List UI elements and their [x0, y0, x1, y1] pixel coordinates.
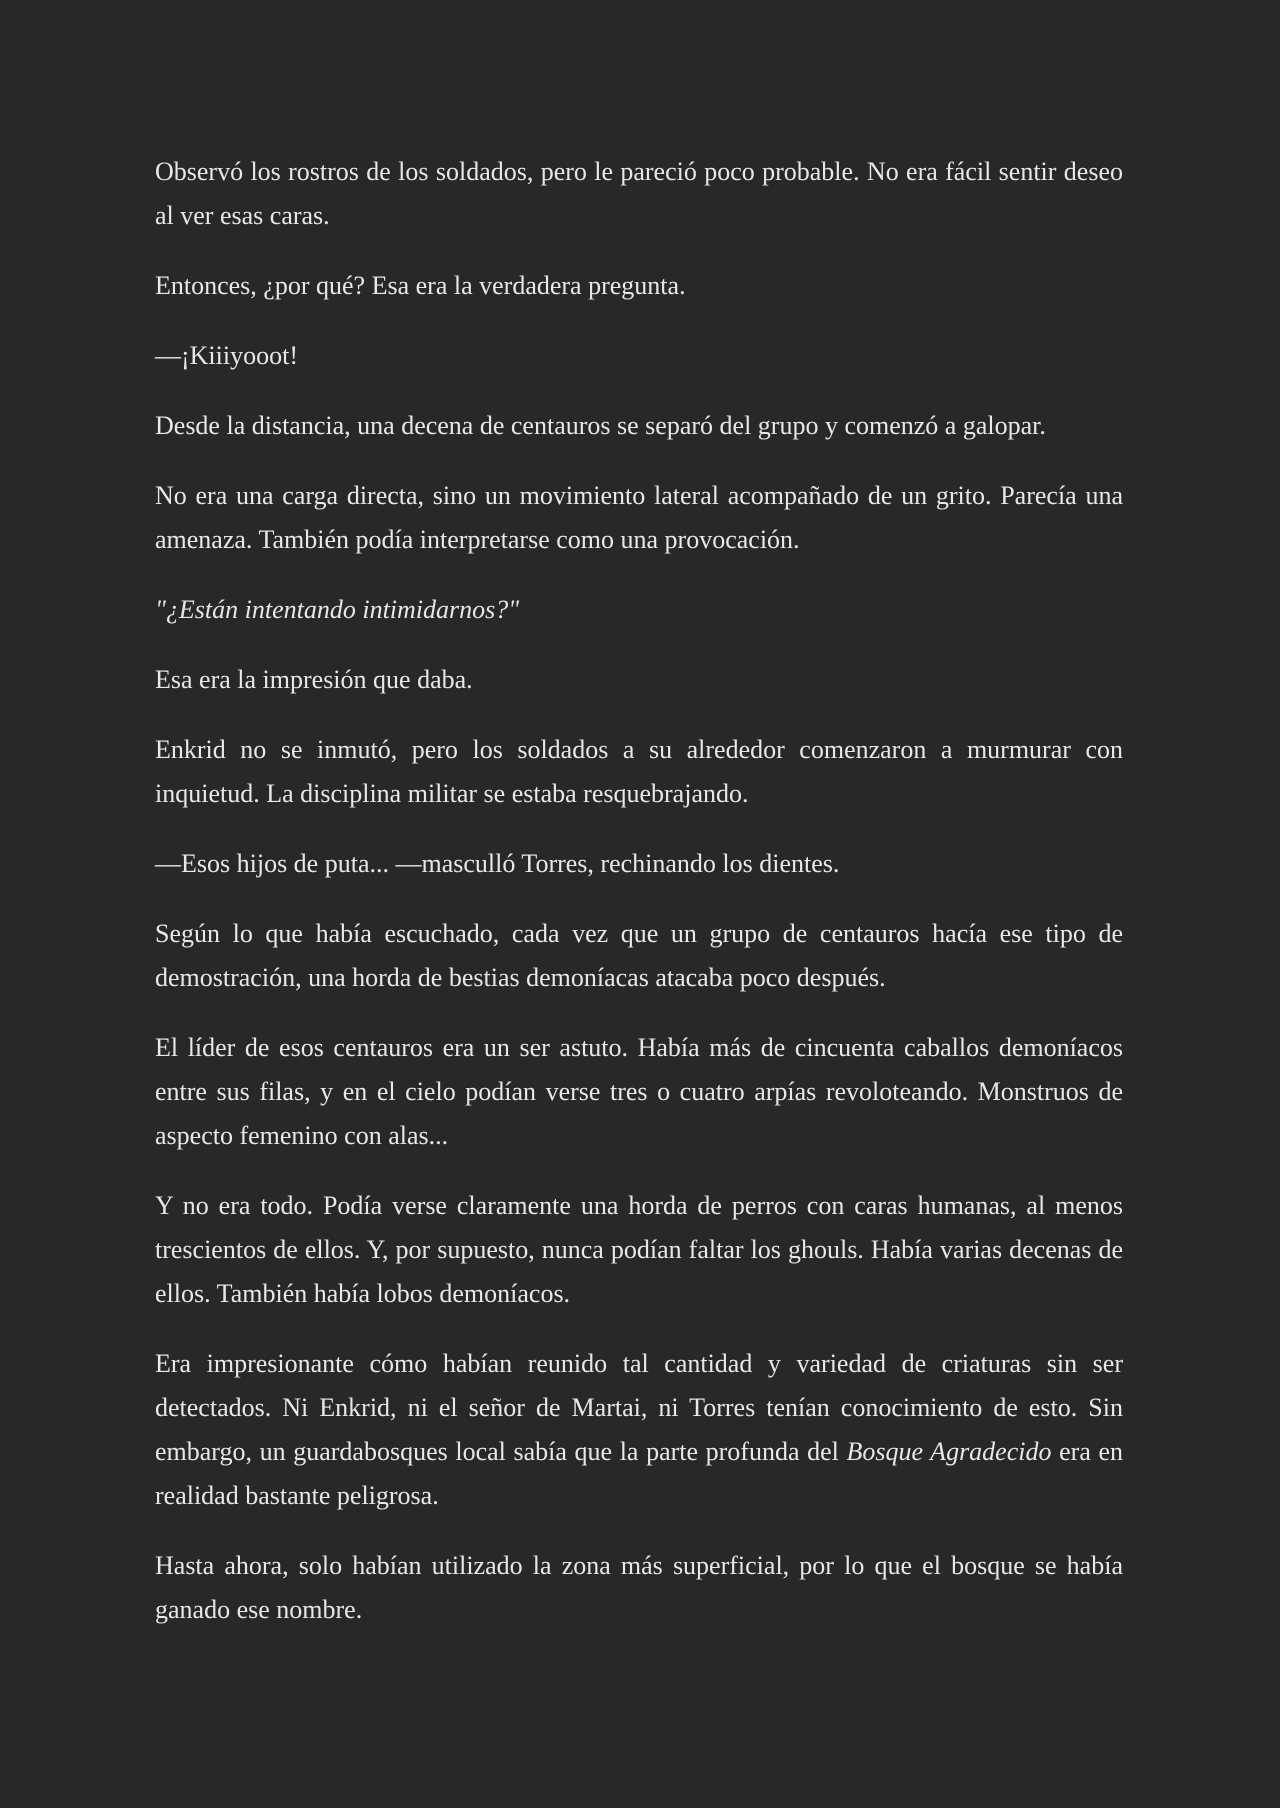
paragraph: [155, 1342, 1123, 1518]
paragraph: Hasta ahora, solo habían utilizado la zona más superficial, por lo que el bosque se había ganado ese nombre.: [155, 1551, 1123, 1624]
dialogue-line: —¡Kiiiyooot!: [155, 341, 298, 370]
paragraph: Enkrid no se inmutó, pero los soldados a su alrededor comenzaron a murmurar con inquietud. La disciplina militar se estaba resquebrajando.: [155, 735, 1123, 808]
paragraph: Observó los rostros de los soldados, pero le pareció poco probable. No era fácil sentir deseo al ver esas caras.: [155, 157, 1123, 230]
thought-line: "¿Están intentando intimidarnos?": [155, 595, 520, 624]
paragraph: Y no era todo. Podía verse claramente una horda de perros con caras humanas, al menos trescientos de ellos. Y, por supuesto, nunca podían faltar los ghouls. Había varias decenas de ellos. También había lobos demoníacos.: [155, 1191, 1123, 1308]
paragraph: Esa era la impresión que daba.: [155, 665, 473, 694]
paragraph: Según lo que había escuchado, cada vez que un grupo de centauros hacía ese tipo de demostración, una horda de bestias demoníacas atacaba poco después.: [155, 919, 1123, 992]
paragraph: Desde la distancia, una decena de centauros se separó del grupo y comenzó a galopar.: [155, 411, 1046, 440]
paragraph: Entonces, ¿por qué? Esa era la verdadera pregunta.: [155, 271, 686, 300]
dialogue-line: —Esos hijos de puta... —masculló Torres, rechinando los dientes.: [155, 849, 840, 878]
paragraph-text: era en realidad bastante peligrosa.: [155, 1437, 1124, 1510]
chapter-text: [155, 150, 1123, 1658]
paragraph-text: Era impresionante cómo habían reunido tal cantidad y variedad de criaturas sin ser detectados. Ni Enkrid, ni el señor de Martai, ni Torres tenían conocimiento de esto. Sin embargo, un guardabosques local sabía que la parte profunda del: [155, 1349, 1123, 1466]
paragraph: No era una carga directa, sino un movimiento lateral acompañado de un grito. Parecía una amenaza. También podía interpretarse como una provocación.: [155, 481, 1123, 554]
paragraph: El líder de esos centauros era un ser astuto. Había más de cincuenta caballos demoníacos entre sus filas, y en el cielo podían verse tres o cuatro arpías revoloteando. Monstruos de aspecto femenino con alas...: [155, 1033, 1123, 1150]
place-name-emphasis: Bosque Agradecido: [846, 1437, 1052, 1466]
